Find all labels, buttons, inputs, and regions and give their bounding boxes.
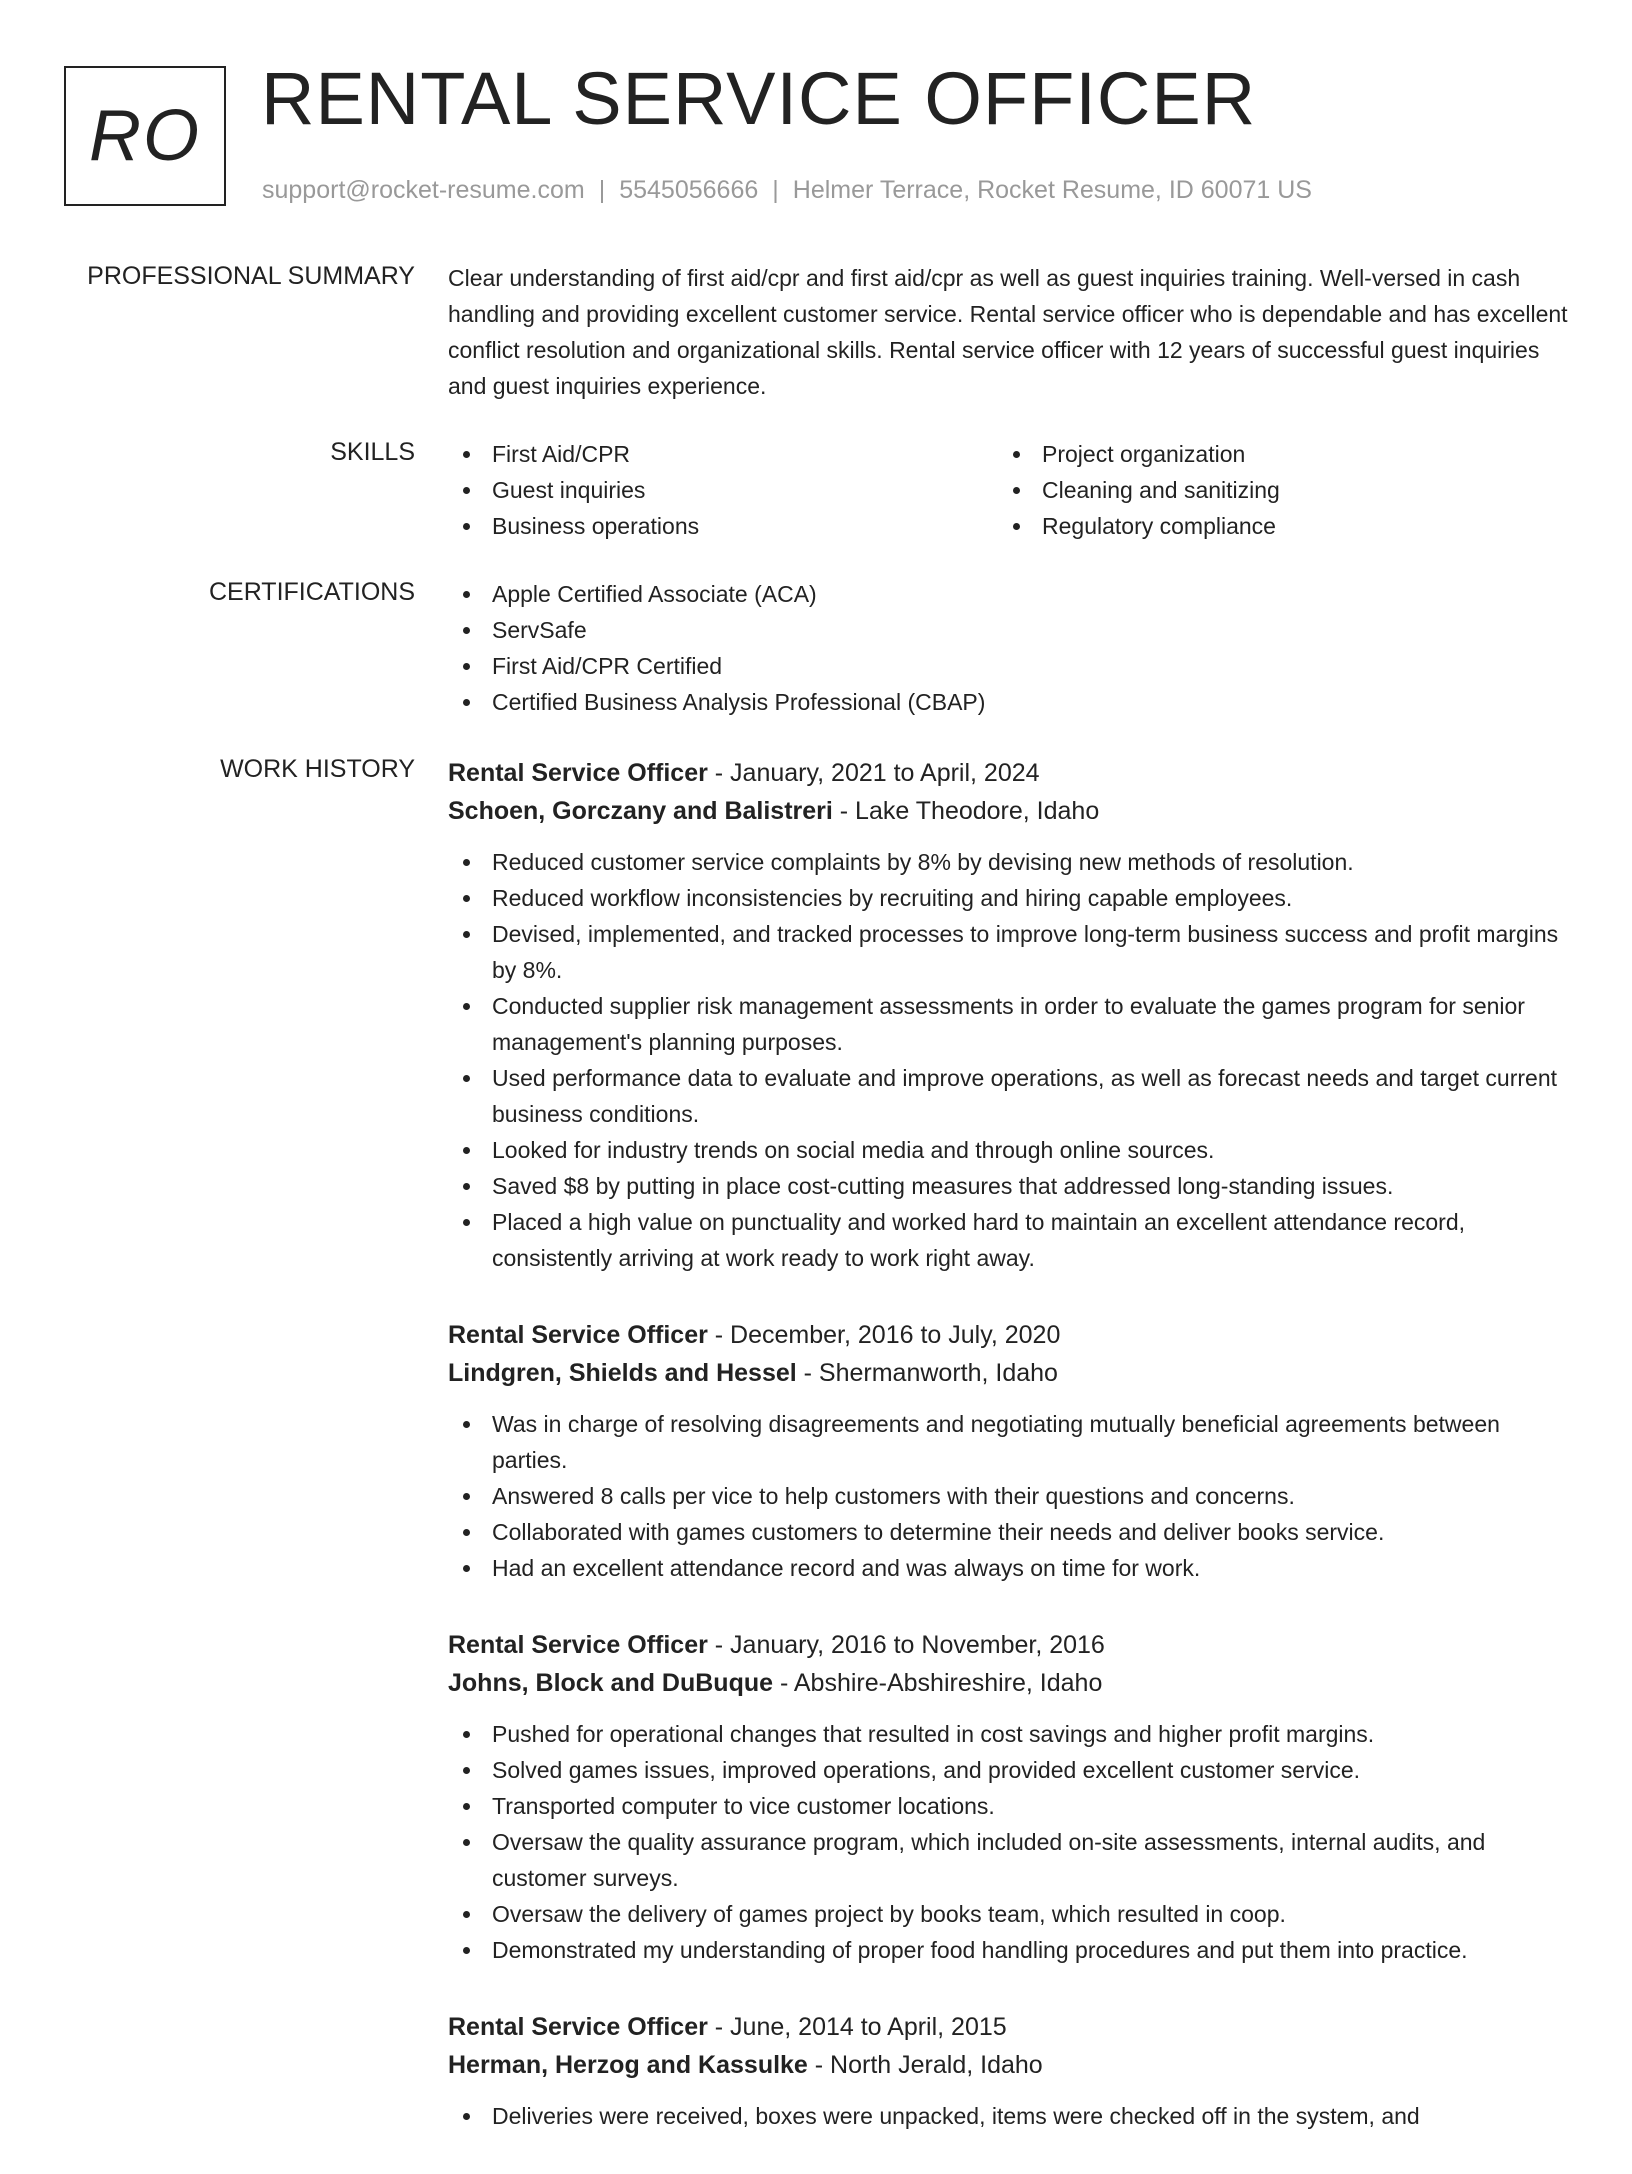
page-title: RENTAL SERVICE OFFICER xyxy=(261,57,1257,140)
job-company-line xyxy=(448,1354,1570,1392)
job-company-line xyxy=(448,1664,1570,1702)
list-item: Cleaning and sanitizing xyxy=(998,472,1548,508)
job-company-line xyxy=(448,2046,1570,2084)
skills-column-2 xyxy=(998,436,1548,544)
job-bullets xyxy=(448,1406,1570,1586)
section-label-summary: PROFESSIONAL SUMMARY xyxy=(87,262,415,290)
job-bullets xyxy=(448,844,1570,1276)
list-item: Demonstrated my understanding of proper food handling procedures and put them into practice. xyxy=(448,1932,1570,1968)
job-bullets xyxy=(448,2098,1570,2134)
section-label-skills: SKILLS xyxy=(330,438,415,466)
work-history-content xyxy=(448,754,1570,2174)
job-entry xyxy=(448,754,1570,1276)
job-title-line xyxy=(448,1626,1570,1664)
job-dates: - December, 2016 to July, 2020 xyxy=(707,1321,1061,1349)
contact-separator: | xyxy=(772,176,779,204)
list-item: Business operations xyxy=(448,508,998,544)
job-dates: - January, 2021 to April, 2024 xyxy=(707,759,1040,787)
section-label-work-history: WORK HISTORY xyxy=(220,755,415,783)
list-item: Oversaw the quality assurance program, which included on-site assessments, internal audits, and customer surveys. xyxy=(448,1824,1570,1896)
summary-text: Clear understanding of first aid/cpr and first aid/cpr as well as guest inquiries training. Well-versed in cash handling and providing excellent customer service. Rental service officer who is dependable and has excellent conflict resolution and organizational skills. Rental service officer with 12 years of successful guest inquiries and guest inquiries experience. xyxy=(448,265,1568,399)
job-dates: - June, 2014 to April, 2015 xyxy=(707,2013,1007,2041)
job-title-line xyxy=(448,2008,1570,2046)
certifications-content xyxy=(448,576,1570,720)
job-title: Rental Service Officer xyxy=(448,2013,708,2041)
list-item: Transported computer to vice customer locations. xyxy=(448,1788,1570,1824)
list-item: Apple Certified Associate (ACA) xyxy=(448,576,1570,612)
skills-content xyxy=(448,436,1570,544)
company-name: Johns, Block and DuBuque xyxy=(448,1669,774,1697)
list-item: Project organization xyxy=(998,436,1548,472)
list-item: Was in charge of resolving disagreements and negotiating mutually beneficial agreements between parties. xyxy=(448,1406,1570,1478)
job-title: Rental Service Officer xyxy=(448,1321,708,1349)
company-name: Herman, Herzog and Kassulke xyxy=(448,2051,808,2079)
monogram: RO xyxy=(64,66,226,206)
list-item: First Aid/CPR Certified xyxy=(448,648,1570,684)
section-label-certifications: CERTIFICATIONS xyxy=(208,578,415,606)
list-item: Collaborated with games customers to determine their needs and deliver books service. xyxy=(448,1514,1570,1550)
phone-number: 5545056666 xyxy=(619,176,759,204)
list-item: Saved $8 by putting in place cost-cutting measures that addressed long-standing issues. xyxy=(448,1168,1570,1204)
skills-column-1 xyxy=(448,436,998,544)
company-name: Schoen, Gorczany and Balistreri xyxy=(448,797,833,825)
list-item: Certified Business Analysis Professional (CBAP) xyxy=(448,684,1570,720)
job-title: Rental Service Officer xyxy=(448,1631,708,1659)
job-bullets xyxy=(448,1716,1570,1968)
job-location: - Shermanworth, Idaho xyxy=(796,1359,1058,1387)
list-item: Solved games issues, improved operations, and provided excellent customer service. xyxy=(448,1752,1570,1788)
certifications-list xyxy=(448,576,1570,720)
contact-separator: | xyxy=(598,176,606,204)
job-location: - Lake Theodore, Idaho xyxy=(832,797,1100,825)
list-item: Used performance data to evaluate and improve operations, as well as forecast needs and target current business conditions. xyxy=(448,1060,1570,1132)
list-item: First Aid/CPR xyxy=(448,436,998,472)
address: Helmer Terrace, Rocket Resume, ID 60071 US xyxy=(792,176,1312,204)
list-item: Guest inquiries xyxy=(448,472,998,508)
job-company-line xyxy=(448,792,1570,830)
list-item: Reduced workflow inconsistencies by recruiting and hiring capable employees. xyxy=(448,880,1570,916)
job-entry xyxy=(448,1316,1570,1586)
job-title-line xyxy=(448,754,1570,792)
list-item: Reduced customer service complaints by 8% by devising new methods of resolution. xyxy=(448,844,1570,880)
list-item: Oversaw the delivery of games project by books team, which resulted in coop. xyxy=(448,1896,1570,1932)
job-dates: - January, 2016 to November, 2016 xyxy=(707,1631,1105,1659)
job-location: - Abshire-Abshireshire, Idaho xyxy=(773,1669,1103,1697)
list-item: Deliveries were received, boxes were unpacked, items were checked off in the system, and xyxy=(448,2098,1570,2134)
list-item: Devised, implemented, and tracked processes to improve long-term business success and profit margins by 8%. xyxy=(448,916,1570,988)
list-item: Conducted supplier risk management assessments in order to evaluate the games program for senior management's planning purposes. xyxy=(448,988,1570,1060)
job-entry xyxy=(448,2008,1570,2134)
email-link[interactable]: support@rocket-resume.com xyxy=(262,176,585,204)
list-item: Placed a high value on punctuality and worked hard to maintain an excellent attendance record, consistently arriving at work ready to work right away. xyxy=(448,1204,1570,1276)
list-item: Pushed for operational changes that resulted in cost savings and higher profit margins. xyxy=(448,1716,1570,1752)
contact-line xyxy=(262,176,1312,205)
list-item: Regulatory compliance xyxy=(998,508,1548,544)
summary-content xyxy=(448,260,1570,404)
list-item: ServSafe xyxy=(448,612,1570,648)
job-entry xyxy=(448,1626,1570,1968)
list-item: Had an excellent attendance record and was always on time for work. xyxy=(448,1550,1570,1586)
job-location: - North Jerald, Idaho xyxy=(807,2051,1043,2079)
list-item: Looked for industry trends on social media and through online sources. xyxy=(448,1132,1570,1168)
list-item: Answered 8 calls per vice to help customers with their questions and concerns. xyxy=(448,1478,1570,1514)
company-name: Lindgren, Shields and Hessel xyxy=(448,1359,797,1387)
job-title-line xyxy=(448,1316,1570,1354)
job-title: Rental Service Officer xyxy=(448,759,708,787)
